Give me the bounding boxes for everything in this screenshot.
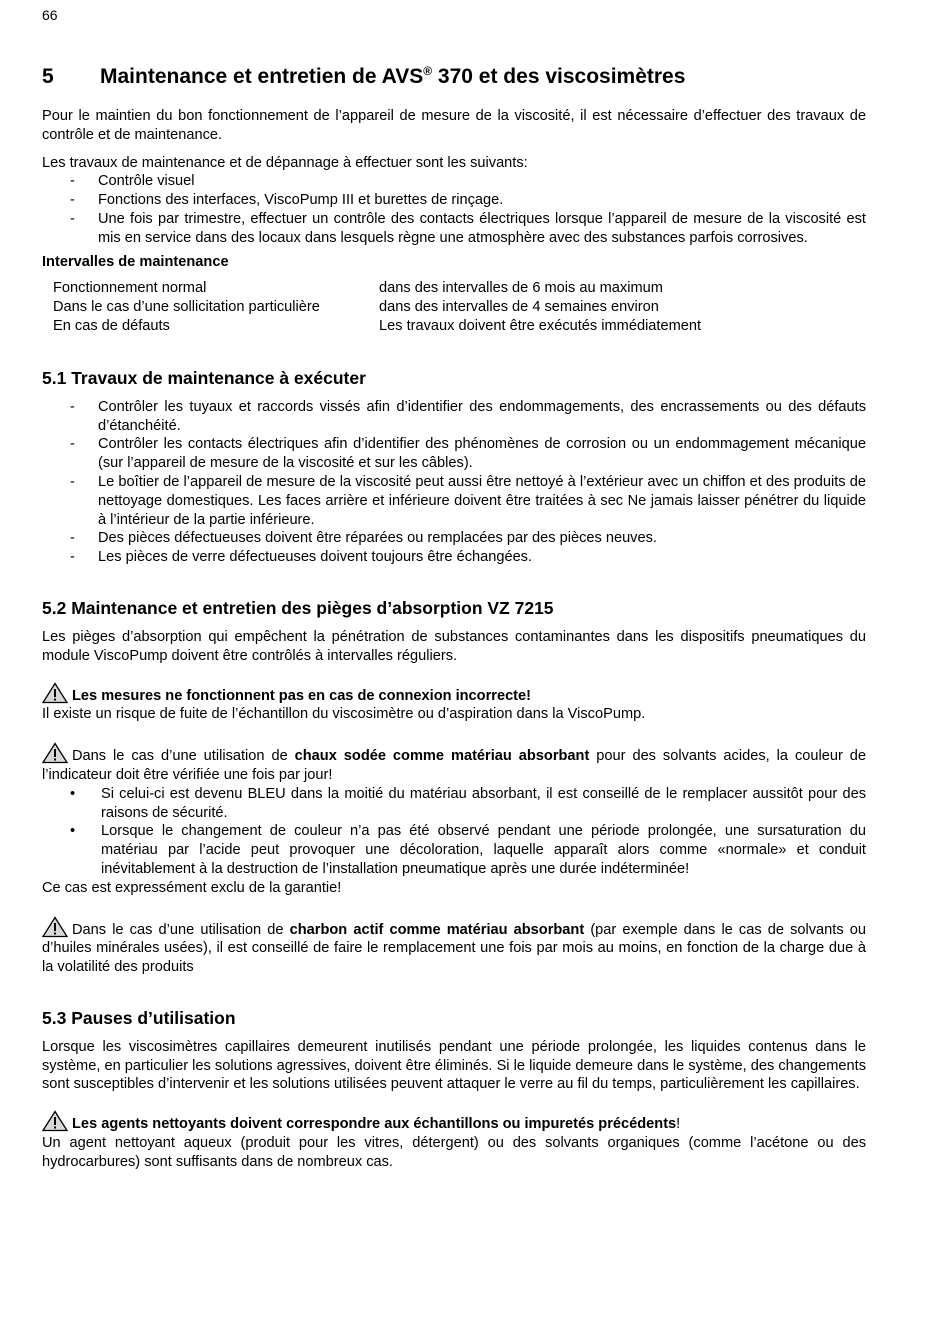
absorption-intro: Les pièges d’absorption qui empêchent la pénétration de substances contaminantes dans les dispositifs pneumatiques du module ViscoPump doivent être contrôlés à intervalles réguliers. bbox=[42, 628, 866, 664]
tasks-list bbox=[42, 172, 866, 247]
section-title-post: 370 et des viscosimètres bbox=[432, 65, 686, 88]
table-row bbox=[53, 298, 701, 317]
page-content bbox=[42, 58, 866, 1172]
list-item: - Contrôle visuel bbox=[42, 172, 866, 191]
interval-condition: En cas de défauts bbox=[53, 317, 170, 334]
list-item: - Contrôler les contacts électriques afin d’identifier des phénomènes de corrosion ou un endommagement mécanique (sur l’appareil de mesure de la viscosité et sur les câbles). bbox=[42, 435, 866, 473]
warning-carbon-pre: Dans le cas d’une utilisation de bbox=[72, 921, 290, 938]
section-5-1-heading: 5.1 Travaux de maintenance à exécuter bbox=[42, 367, 366, 388]
warning-carbon-post: (par exemple dans le cas de solvants ou d’huiles minérales usées), il est conseillé de faire le remplacement une fois par mois au moins, en fonction de la charge due à la volatilité des produits bbox=[42, 921, 866, 976]
interval-value: dans des intervalles de 4 semaines environ bbox=[379, 299, 659, 316]
list-item: • Si celui-ci est devenu BLEU dans la moitié du matériau absorbant, il est conseillé de le remplacer aussitôt pour des raisons de sécurité. bbox=[42, 785, 866, 823]
warning-cleaning-bold: Les agents nettoyants doivent correspondre aux échantillons ou impuretés précédents bbox=[72, 1116, 677, 1133]
list-item: - Contrôler les tuyaux et raccords vissés afin d’identifier des endommagements, des encrassements ou des défauts d’étanchéité. bbox=[42, 398, 866, 436]
warning-soda-lime bbox=[42, 742, 866, 785]
list-item: - Des pièces défectueuses doivent être réparées ou remplacées par des pièces neuves. bbox=[42, 529, 866, 548]
warning-connection bbox=[42, 682, 866, 725]
maintenance-list bbox=[42, 398, 866, 567]
soda-lime-bullets bbox=[42, 785, 866, 879]
section-title-pre: Maintenance et entretien de AVS bbox=[100, 65, 424, 88]
section-5-3-heading: 5.3 Pauses d’utilisation bbox=[42, 1007, 236, 1028]
list-item: • Lorsque le changement de couleur n’a pas été observé pendant une période prolongée, une sursaturation du matériau par l’acide peut provoquer une décoloration, laquelle apparaît alors comme «normale» et conduit inévitablement à la destruction de l’installation pneumatique après une durée indéterminée! bbox=[42, 822, 866, 878]
table-row bbox=[53, 279, 701, 298]
list-item: - Fonctions des interfaces, ViscoPump III et burettes de rinçage. bbox=[42, 191, 866, 210]
section-5-heading bbox=[42, 58, 866, 90]
intro-paragraph: Pour le maintien du bon fonctionnement de l’appareil de mesure de la viscosité, il est nécessaire d’effectuer des travaux de contrôle et de maintenance. bbox=[42, 108, 866, 143]
warning-cleaning-agents bbox=[42, 1110, 866, 1171]
warning-soda-post: pour des solvants acides, la couleur de l’indicateur doit être vérifiée une fois par jour! bbox=[42, 748, 866, 783]
list-item: - Une fois par trimestre, effectuer un contrôle des contacts électriques lorsque l’appareil de mesure de la viscosité est mis en service dans des locaux dans lesquels règne une atmosphère avec des substances parfois corrosives. bbox=[42, 210, 866, 248]
section-5-2-heading: 5.2 Maintenance et entretien des pièges d’absorption VZ 7215 bbox=[42, 597, 554, 618]
warning-cleaning-text: Un agent nettoyant aqueux (produit pour les vitres, détergent) ou des solvants organiques (comme l’acétone ou des hydrocarbures) sont suffisants dans de nombreux cas. bbox=[42, 1135, 866, 1170]
tasks-intro: Les travaux de maintenance et de dépannage à effectuer sont les suivants: bbox=[42, 154, 528, 171]
warning-connection-text: Il existe un risque de fuite de l’échantillon du viscosimètre ou d’aspiration dans la ViscoPump. bbox=[42, 706, 646, 723]
page-number: 66 bbox=[42, 7, 58, 23]
warning-triangle-icon bbox=[42, 916, 68, 938]
intervals-heading: Intervalles de maintenance bbox=[42, 253, 229, 270]
warning-carbon-bold: charbon actif comme matériau absorbant bbox=[289, 921, 585, 938]
table-row bbox=[53, 317, 701, 336]
warning-activated-carbon bbox=[42, 916, 866, 977]
warning-cleaning-end: ! bbox=[676, 1116, 681, 1133]
warning-triangle-icon bbox=[42, 1110, 68, 1132]
warning-connection-title: Les mesures ne fonctionnent pas en cas de connexion incorrecte! bbox=[72, 687, 532, 704]
warning-soda-bold: chaux sodée comme matériau absorbant bbox=[294, 748, 590, 765]
pauses-intro: Lorsque les viscosimètres capillaires demeurent inutilisés pendant une période prolongée, les liquides contenus dans le système, en particulier les solutions agressives, doivent être éliminés. Si le liquide demeure dans le système, des changements sont susceptibles d’intervenir et les solutions utilisées peuvent attaquer le verre au fil du temps, particulièrement les capillaires. bbox=[42, 1038, 866, 1093]
registered-mark: ® bbox=[423, 64, 433, 78]
interval-value: dans des intervalles de 6 mois au maximum bbox=[379, 280, 663, 297]
intervals-table bbox=[53, 279, 701, 335]
interval-condition: Dans le cas d’une sollicitation particulière bbox=[53, 299, 320, 316]
warning-triangle-icon bbox=[42, 682, 68, 704]
list-item: - Les pièces de verre défectueuses doivent toujours être échangées. bbox=[42, 548, 866, 567]
warranty-note: Ce cas est expressément exclu de la garantie! bbox=[42, 879, 342, 896]
interval-condition: Fonctionnement normal bbox=[53, 280, 207, 297]
warning-triangle-icon bbox=[42, 742, 68, 764]
section-number: 5 bbox=[42, 65, 54, 88]
list-item: - Le boîtier de l’appareil de mesure de la viscosité peut aussi être nettoyé à l’extérieur avec un chiffon et des produits de nettoyage domestiques. Les faces arrière et inférieure doivent être traitées à sec Ne jamais laisser pénétrer du liquide à l’intérieur de la partie inférieure. bbox=[42, 473, 866, 529]
interval-value: Les travaux doivent être exécutés immédiatement bbox=[379, 317, 702, 334]
warning-soda-pre: Dans le cas d’une utilisation de bbox=[72, 748, 295, 765]
